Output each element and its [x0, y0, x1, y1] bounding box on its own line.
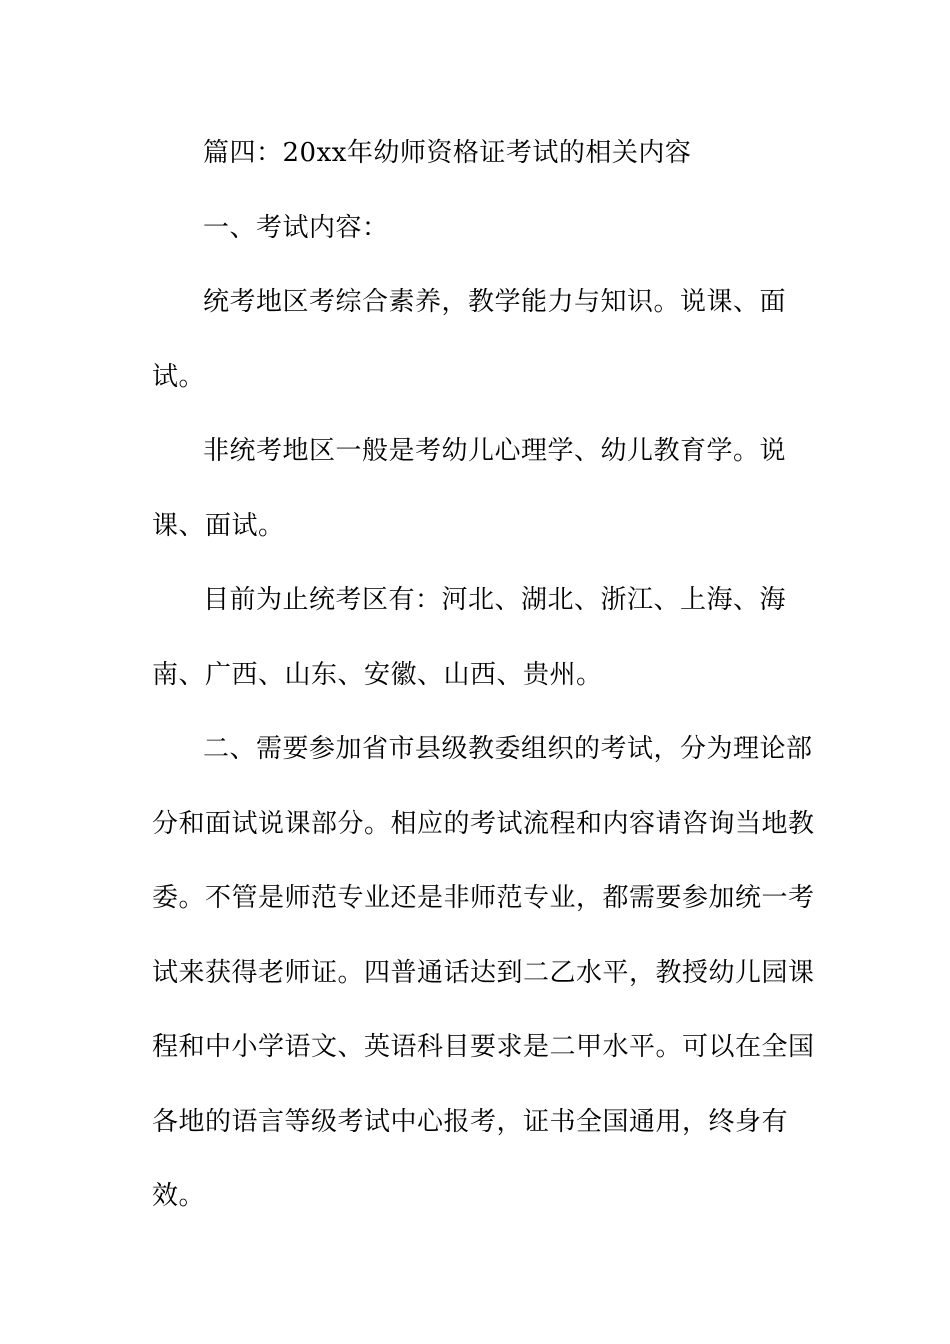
paragraph-line: 统考地区考综合素养，教学能力与知识。说课、面: [203, 287, 787, 317]
document-title: 篇四：20xx年幼师资格证考试的相关内容: [203, 138, 692, 168]
paragraph-line: 程和中小学语文、英语科目要求是二甲水平。可以在全国: [152, 1032, 815, 1062]
paragraph-line: 试来获得老师证。四普通话达到二乙水平，教授幼儿园课: [152, 958, 815, 988]
paragraph-line: 南、广西、山东、安徽、山西、贵州。: [152, 660, 603, 690]
paragraph-line: 各地的语言等级考试中心报考，证书全国通用，终身有: [152, 1107, 789, 1137]
paragraph-line: 分和面试说课部分。相应的考试流程和内容请咨询当地教: [152, 809, 815, 839]
paragraph-line: 二、需要参加省市县级教委组织的考试，分为理论部: [203, 734, 813, 764]
paragraph-line: 非统考地区一般是考幼儿心理学、幼儿教育学。说: [203, 436, 787, 466]
paragraph-line: 目前为止统考区有：河北、湖北、浙江、上海、海: [203, 585, 787, 615]
paragraph-line: 课、面试。: [152, 511, 285, 541]
section-heading: 一、考试内容：: [203, 213, 389, 243]
paragraph-line: 试。: [152, 362, 206, 392]
paragraph-line: 效。: [152, 1181, 206, 1211]
paragraph-line: 委。不管是师范专业还是非师范专业，都需要参加统一考: [152, 883, 815, 913]
